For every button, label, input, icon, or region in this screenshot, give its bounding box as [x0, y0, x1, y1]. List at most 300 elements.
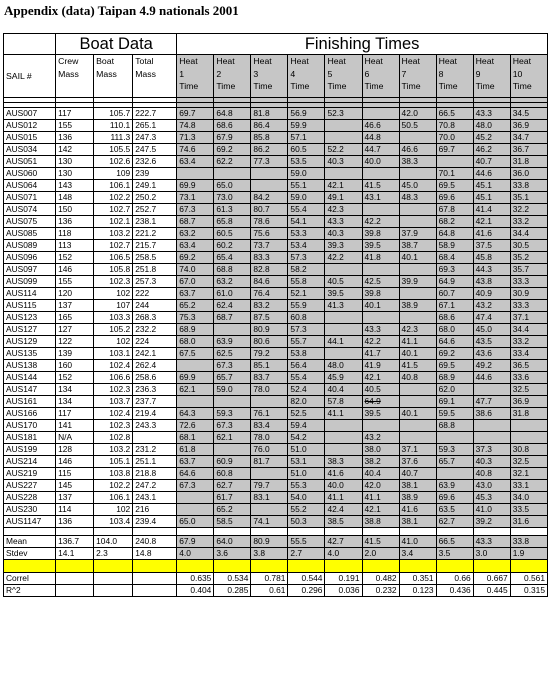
heat-time: 54.1 — [288, 216, 325, 228]
heat-time — [473, 432, 510, 444]
heat-time: 67.3 — [214, 420, 251, 432]
heat-time: 41.6 — [399, 504, 436, 516]
heat-time — [399, 420, 436, 432]
heat-time: 67.3 — [177, 204, 214, 216]
heat-time: 65.2 — [177, 300, 214, 312]
sail-number: AUS161 — [4, 396, 56, 408]
heat-time: 68.6 — [436, 312, 473, 324]
empty-cell — [177, 528, 214, 536]
heat-time: 68.1 — [177, 432, 214, 444]
boat-mass: 106.1 — [94, 492, 133, 504]
heat-time: 40.0 — [325, 480, 362, 492]
boat-mass: 102.1 — [94, 216, 133, 228]
boat-row — [4, 120, 548, 132]
sail-number: AUS034 — [4, 144, 56, 156]
heat-time: 45.1 — [473, 192, 510, 204]
heat-time: 34.5 — [510, 108, 547, 120]
crew-mass: 150 — [56, 204, 94, 216]
heat-9-header: Heat 9 Time — [473, 55, 510, 98]
mean-value: 41.5 — [362, 536, 399, 548]
crew-mass: 130 — [56, 156, 94, 168]
boat-row — [4, 108, 548, 120]
heat-time — [177, 396, 214, 408]
heat-time: 35.2 — [510, 252, 547, 264]
stdev-value: 3.4 — [399, 548, 436, 560]
heat-time: 67.3 — [214, 360, 251, 372]
crew-mass: 114 — [56, 504, 94, 516]
heat-time: 45.3 — [473, 492, 510, 504]
heat-time: 41.4 — [473, 204, 510, 216]
stdev-value: 4.0 — [325, 548, 362, 560]
heat-time — [362, 168, 399, 180]
crew-mass: 130 — [56, 168, 94, 180]
boat-mass: 103.8 — [94, 468, 133, 480]
boat-row — [4, 132, 548, 144]
heat-time: 42.3 — [399, 324, 436, 336]
boat-mass: 103.3 — [94, 312, 133, 324]
heat-time: 73.0 — [214, 192, 251, 204]
heat-time: 62.1 — [177, 384, 214, 396]
correl-value: 0.534 — [214, 573, 251, 585]
heat-10-header: Heat 10 Time — [510, 55, 547, 98]
r2-value: 0.61 — [251, 585, 288, 597]
sail-number: AUS147 — [4, 384, 56, 396]
heat-time: 42.1 — [362, 504, 399, 516]
total-mass: 243.3 — [133, 420, 177, 432]
heat-time: 41.1 — [399, 336, 436, 348]
heat-time: 62.5 — [214, 348, 251, 360]
heat-time: 59.0 — [288, 168, 325, 180]
heat-time: 53.8 — [288, 348, 325, 360]
heat-time — [251, 168, 288, 180]
boat-mass: 105.2 — [94, 324, 133, 336]
boat-mass: 106.5 — [94, 252, 133, 264]
heat-time: 86.4 — [251, 120, 288, 132]
heat-time: 40.3 — [325, 156, 362, 168]
heat-time: 43.1 — [362, 192, 399, 204]
heat-time: 73.7 — [251, 240, 288, 252]
heat-time — [510, 432, 547, 444]
heat-time: 55.9 — [288, 300, 325, 312]
heat-time — [399, 132, 436, 144]
total-mass: 238.1 — [133, 216, 177, 228]
empty-cell — [473, 528, 510, 536]
sail-number: AUS181 — [4, 432, 56, 444]
boat-mass: 102 — [94, 288, 133, 300]
header-row-group — [4, 34, 548, 55]
heat-time: 61.7 — [214, 492, 251, 504]
heat-time — [177, 492, 214, 504]
stdev-value: 3.6 — [214, 548, 251, 560]
heat-time: 77.3 — [251, 156, 288, 168]
heat-time: 64.8 — [436, 228, 473, 240]
heat-time — [325, 264, 362, 276]
heat-time: 69.2 — [436, 348, 473, 360]
heat-time: 40.8 — [399, 372, 436, 384]
boat-mass: 103.7 — [94, 396, 133, 408]
crew-mass: N/A — [56, 432, 94, 444]
heat-time: 37.1 — [399, 444, 436, 456]
stdev-value: 3.5 — [436, 548, 473, 560]
highlight-cell — [325, 560, 362, 573]
heat-time — [399, 312, 436, 324]
crew-mass: 146 — [56, 456, 94, 468]
heat-time: 38.7 — [399, 240, 436, 252]
heat-time: 40.7 — [473, 156, 510, 168]
sail-number: AUS075 — [4, 216, 56, 228]
heat-time: 65.2 — [214, 504, 251, 516]
stdev-row — [4, 548, 548, 560]
mean-boat: 104.0 — [94, 536, 133, 548]
boat-mass: 102.3 — [94, 420, 133, 432]
heat-time — [177, 360, 214, 372]
mean-crew: 136.7 — [56, 536, 94, 548]
data-table — [3, 33, 548, 597]
heat-time: 30.9 — [510, 288, 547, 300]
heat-time: 62.1 — [214, 432, 251, 444]
sail-number: AUS015 — [4, 132, 56, 144]
heat-time: 68.0 — [436, 324, 473, 336]
heat-time: 64.6 — [177, 468, 214, 480]
heat-time — [325, 168, 362, 180]
heat-time: 38.9 — [399, 492, 436, 504]
heat-time: 55.1 — [288, 180, 325, 192]
sail-number: AUS144 — [4, 372, 56, 384]
crew-mass: 115 — [56, 468, 94, 480]
heat-time: 44.1 — [325, 336, 362, 348]
crew-mass: 143 — [56, 180, 94, 192]
highlight-cell — [288, 560, 325, 573]
boat-row — [4, 324, 548, 336]
heat-time: 62.4 — [214, 300, 251, 312]
heat-time: 39.8 — [362, 228, 399, 240]
empty-cell — [56, 573, 94, 585]
total-mass: 244 — [133, 300, 177, 312]
mean-value: 33.8 — [510, 536, 547, 548]
heat-time — [399, 216, 436, 228]
heat-time — [399, 204, 436, 216]
crew-mass: 145 — [56, 480, 94, 492]
heat-time: 68.7 — [177, 216, 214, 228]
empty-cell — [94, 573, 133, 585]
heat-time: 45.2 — [473, 132, 510, 144]
mean-value: 67.9 — [177, 536, 214, 548]
correl-value: 0.191 — [325, 573, 362, 585]
heat-time: 69.9 — [177, 372, 214, 384]
page-title: Appendix (data) Taipan 4.9 nationals 2001 — [4, 3, 239, 18]
heat-time — [399, 432, 436, 444]
heat-time: 87.5 — [251, 312, 288, 324]
sail-number: AUS170 — [4, 420, 56, 432]
heat-time: 53.1 — [288, 456, 325, 468]
boat-row — [4, 252, 548, 264]
heat-time: 78.0 — [251, 432, 288, 444]
heat-time — [399, 264, 436, 276]
boat-mass: 103.4 — [94, 516, 133, 528]
heat-time: 43.0 — [473, 480, 510, 492]
heat-time: 41.1 — [362, 492, 399, 504]
heat-time: 43.6 — [473, 348, 510, 360]
heat-time: 43.8 — [473, 276, 510, 288]
heat-time: 74.1 — [251, 516, 288, 528]
heat-time: 52.2 — [325, 144, 362, 156]
heat-time: 41.6 — [473, 228, 510, 240]
crew-mass: 137 — [56, 492, 94, 504]
heat-time: 33.5 — [510, 504, 547, 516]
heat-time: 65.7 — [436, 456, 473, 468]
heat-time: 33.2 — [510, 336, 547, 348]
total-mass: 262.4 — [133, 360, 177, 372]
highlight-cell — [251, 560, 288, 573]
total-mass: 268.3 — [133, 312, 177, 324]
heat-time: 83.2 — [251, 300, 288, 312]
heat-time: 64.8 — [214, 108, 251, 120]
boat-row — [4, 360, 548, 372]
total-mass: 221.2 — [133, 228, 177, 240]
boat-mass: 105.5 — [94, 144, 133, 156]
r2-value: 0.315 — [510, 585, 547, 597]
sail-number: AUS051 — [4, 156, 56, 168]
heat-time: 49.2 — [473, 360, 510, 372]
heat-time: 85.1 — [251, 360, 288, 372]
boat-row — [4, 276, 548, 288]
sail-number: AUS085 — [4, 228, 56, 240]
heat-time: 52.4 — [288, 384, 325, 396]
heat-time — [362, 420, 399, 432]
heat-time — [473, 384, 510, 396]
highlight-cell — [133, 560, 177, 573]
heat-time: 42.4 — [325, 504, 362, 516]
total-mass-header: Total Mass — [133, 55, 177, 98]
stdev-value: 2.7 — [288, 548, 325, 560]
heat-time — [399, 168, 436, 180]
total-mass: 251.1 — [133, 456, 177, 468]
heat-time — [362, 108, 399, 120]
heat-time: 60.7 — [436, 288, 473, 300]
crew-mass: 127 — [56, 324, 94, 336]
heat-time: 33.3 — [510, 300, 547, 312]
heat-time: 42.2 — [362, 336, 399, 348]
heat-4-header: Heat 4 Time — [288, 55, 325, 98]
heat-time: 41.5 — [362, 180, 399, 192]
crew-mass: 142 — [56, 144, 94, 156]
empty-cell — [288, 528, 325, 536]
r2-value: 0.123 — [399, 585, 436, 597]
heat-time: 39.9 — [399, 276, 436, 288]
sail-number: AUS138 — [4, 360, 56, 372]
heat-time: 78.0 — [251, 384, 288, 396]
mean-value: 66.5 — [436, 536, 473, 548]
heat-time: 60.2 — [214, 240, 251, 252]
total-mass: 218.8 — [133, 468, 177, 480]
heat-time: 36.7 — [510, 144, 547, 156]
heat-time: 83.4 — [251, 420, 288, 432]
heat-time: 40.4 — [325, 384, 362, 396]
heat-time — [362, 312, 399, 324]
heat-time: 45.9 — [325, 372, 362, 384]
correl-value: 0.544 — [288, 573, 325, 585]
heat-time: 57.3 — [288, 324, 325, 336]
heat-time: 64.9 — [362, 396, 399, 408]
boat-mass: 102.4 — [94, 408, 133, 420]
heat-time: 81.8 — [251, 108, 288, 120]
heat-time — [325, 132, 362, 144]
heat-time: 67.1 — [436, 300, 473, 312]
heat-time: 78.6 — [251, 216, 288, 228]
heat-time: 70.8 — [436, 120, 473, 132]
heat-3-header: Heat 3 Time — [251, 55, 288, 98]
heat-time: 67.8 — [436, 204, 473, 216]
heat-time: 64.9 — [436, 276, 473, 288]
heat-time — [325, 312, 362, 324]
heat-time: 45.1 — [473, 180, 510, 192]
heat-time: 69.9 — [177, 180, 214, 192]
heat-time: 84.6 — [251, 276, 288, 288]
boat-row — [4, 348, 548, 360]
total-mass: 247.5 — [133, 144, 177, 156]
boat-mass: 105.7 — [94, 108, 133, 120]
heat-time: 42.1 — [362, 372, 399, 384]
total-mass: 222 — [133, 288, 177, 300]
heat-time: 46.6 — [399, 144, 436, 156]
boat-mass: 102.2 — [94, 192, 133, 204]
r2-value: 0.285 — [214, 585, 251, 597]
heat-time — [251, 396, 288, 408]
heat-time: 34.4 — [510, 228, 547, 240]
total-mass: 222.7 — [133, 108, 177, 120]
total-mass: 239.4 — [133, 516, 177, 528]
boat-mass: 103.1 — [94, 348, 133, 360]
heat-time: 33.2 — [510, 216, 547, 228]
heat-time: 69.3 — [436, 264, 473, 276]
heat-time: 40.1 — [399, 408, 436, 420]
boat-row — [4, 204, 548, 216]
heat-time — [251, 180, 288, 192]
boat-row — [4, 156, 548, 168]
boat-row — [4, 144, 548, 156]
heat-time: 67.9 — [214, 132, 251, 144]
crew-mass: 134 — [56, 396, 94, 408]
crew-mass: 117 — [56, 408, 94, 420]
total-mass: 251.8 — [133, 264, 177, 276]
heat-time: 65.0 — [177, 516, 214, 528]
r2-value: 0.436 — [436, 585, 473, 597]
empty-cell — [94, 585, 133, 597]
heat-time: 40.8 — [473, 468, 510, 480]
heat-time: 40.1 — [399, 348, 436, 360]
heat-time — [325, 348, 362, 360]
mean-value: 55.5 — [288, 536, 325, 548]
sail-number: AUS129 — [4, 336, 56, 348]
heat-time: 64.6 — [436, 336, 473, 348]
heat-time: 60.5 — [288, 144, 325, 156]
heat-time: 33.6 — [510, 372, 547, 384]
heat-time: 31.6 — [510, 516, 547, 528]
boat-row — [4, 432, 548, 444]
heat-time: 68.2 — [436, 216, 473, 228]
heat-time: 38.0 — [362, 444, 399, 456]
heat-time — [177, 168, 214, 180]
heat-time: 36.5 — [510, 360, 547, 372]
crew-mass: 136 — [56, 216, 94, 228]
heat-time: 57.8 — [325, 396, 362, 408]
heat-time: 65.4 — [214, 252, 251, 264]
boat-mass: 107 — [94, 300, 133, 312]
boat-row — [4, 480, 548, 492]
highlight-cell — [473, 560, 510, 573]
heat-time: 42.1 — [325, 180, 362, 192]
total-mass: 265.1 — [133, 120, 177, 132]
empty-cell — [133, 585, 177, 597]
heat-time: 38.1 — [399, 516, 436, 528]
heat-time: 84.2 — [251, 192, 288, 204]
heat-time: 51.0 — [288, 468, 325, 480]
heat-time: 42.2 — [325, 252, 362, 264]
heat-time: 63.9 — [214, 336, 251, 348]
heat-time: 59.9 — [288, 120, 325, 132]
highlight-cell — [399, 560, 436, 573]
crew-mass: 160 — [56, 360, 94, 372]
heat-time: 53.4 — [288, 240, 325, 252]
heat-time: 63.2 — [177, 228, 214, 240]
heat-time: 33.8 — [510, 180, 547, 192]
r2-value: 0.404 — [177, 585, 214, 597]
heat-time: 61.8 — [177, 444, 214, 456]
heat-time: 69.5 — [436, 180, 473, 192]
heat-time: 38.3 — [325, 456, 362, 468]
empty-cell — [214, 528, 251, 536]
heat-time: 69.1 — [436, 396, 473, 408]
mean-label: Mean — [4, 536, 56, 548]
heat-time: 41.1 — [325, 408, 362, 420]
heat-time: 44.6 — [473, 372, 510, 384]
sail-number: AUS089 — [4, 240, 56, 252]
empty-cell — [399, 528, 436, 536]
highlight-cell — [94, 560, 133, 573]
heat-time: 75.6 — [251, 228, 288, 240]
heat-time: 38.8 — [362, 516, 399, 528]
heat-time: 68.8 — [214, 264, 251, 276]
heat-5-header: Heat 5 Time — [325, 55, 362, 98]
heat-time — [214, 444, 251, 456]
sail-number: AUS123 — [4, 312, 56, 324]
heat-time: 41.3 — [325, 300, 362, 312]
sail-number: AUS064 — [4, 180, 56, 192]
highlight-cell — [362, 560, 399, 573]
empty-cell — [436, 528, 473, 536]
total-mass: 237.7 — [133, 396, 177, 408]
heat-time: 57.1 — [288, 132, 325, 144]
r2-value: 0.036 — [325, 585, 362, 597]
sail-number: AUS097 — [4, 264, 56, 276]
boat-row — [4, 300, 548, 312]
heat-time: 39.3 — [325, 240, 362, 252]
crew-mass: 136 — [56, 132, 94, 144]
heat-time: 34.4 — [510, 324, 547, 336]
heat-time: 49.1 — [325, 192, 362, 204]
boat-mass: 111.3 — [94, 132, 133, 144]
crew-mass: 152 — [56, 252, 94, 264]
heat-time — [399, 384, 436, 396]
heat-time: 61.3 — [214, 204, 251, 216]
heat-time: 69.6 — [436, 192, 473, 204]
heat-time: 68.9 — [436, 372, 473, 384]
heat-time — [325, 444, 362, 456]
heat-time: 64.3 — [177, 408, 214, 420]
heat-time: 63.7 — [177, 456, 214, 468]
heat-time: 70.0 — [436, 132, 473, 144]
boat-mass: 110.1 — [94, 120, 133, 132]
